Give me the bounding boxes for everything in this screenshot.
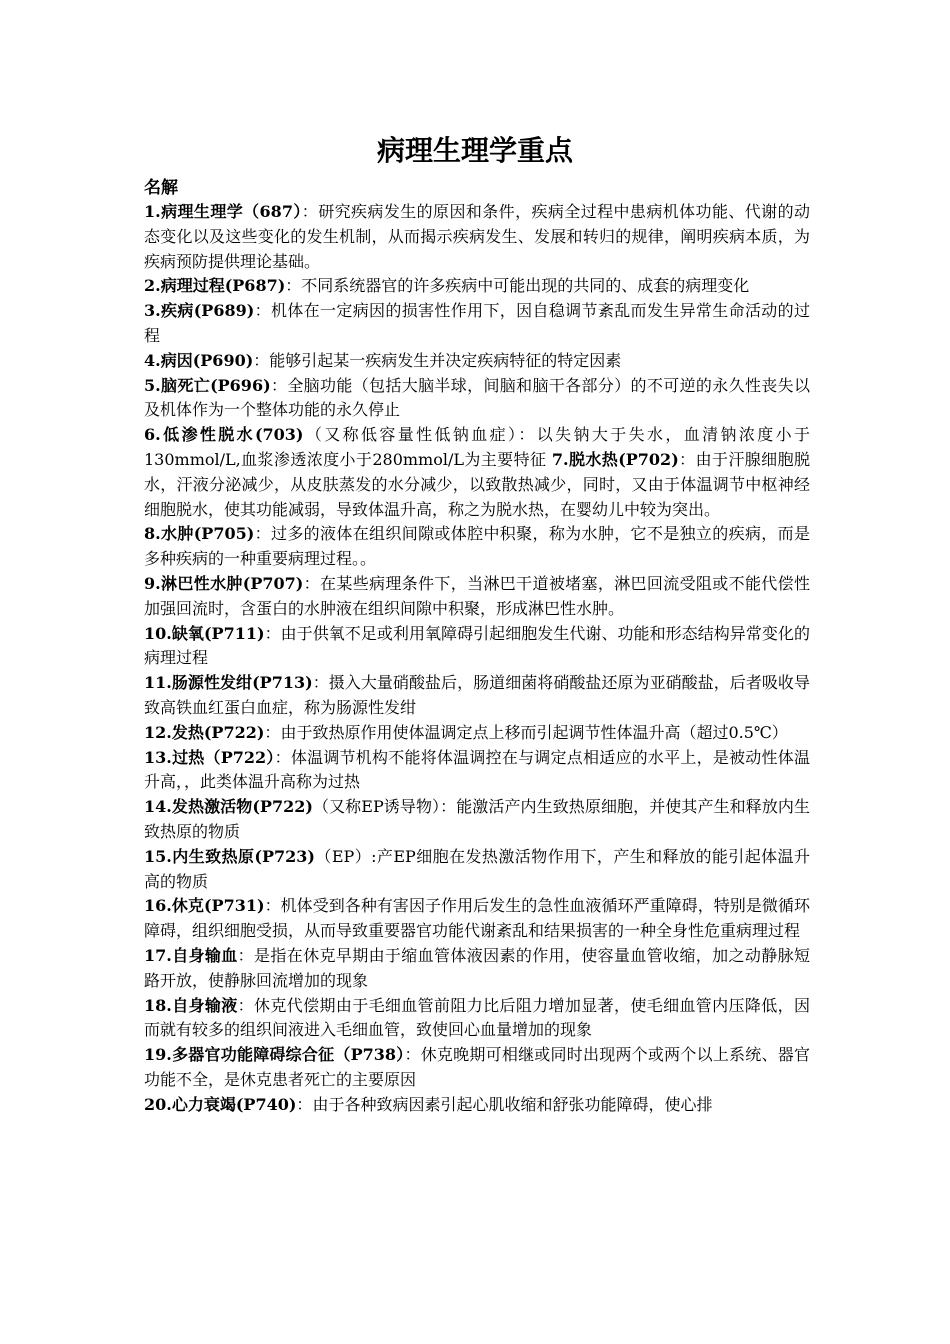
definition-separator: ： <box>678 449 696 469</box>
definition-separator: ： <box>264 722 281 742</box>
definition-term: 14.发热激活物(P722) <box>144 797 313 817</box>
definition-text: 研究疾病发生的原因和条件，疾病全过程中患病机体功能、代谢的动态变化以及这些变化的发生机制，从而揭示疾病发生、发展和转归的规律，阐明疾病本质，为疾病预防提供理论基础。 <box>144 202 810 271</box>
definition-separator: ： <box>285 276 302 296</box>
definition-item-2 <box>144 274 810 299</box>
definition-item-3 <box>144 299 810 349</box>
definition-item-1 <box>144 200 810 274</box>
definition-item-9 <box>144 572 810 622</box>
definition-text: 由于供氧不足或利用氧障碍引起细胞发生代谢、功能和形态结构异常变化的病理过程 <box>144 623 810 668</box>
definition-term: 2.病理过程(P687) <box>144 276 286 296</box>
definition-item-12 <box>144 721 810 746</box>
definition-term: 9.淋巴性水肿(P707) <box>144 573 304 593</box>
definition-text: 是指在休克早期由于缩血管体液因素的作用，使容量血管收缩，加之动静脉短路开放，使静脉回流增加的现象 <box>144 945 810 990</box>
definition-term: 13.过热（P722） <box>144 747 275 767</box>
definition-term: 17.自身输血 <box>144 945 238 965</box>
document-title: 病理生理学重点 <box>376 134 573 167</box>
definition-term: 16.休克(P731) <box>144 896 265 916</box>
definition-item-15 <box>144 845 810 895</box>
definition-text: 体温调节机构不能将体温调控在与调定点相适应的水平上，是被动性体温升高，，此类体温升高称为过热 <box>144 747 810 792</box>
definition-text: 休克代偿期由于毛细血管前阻力比后阻力增加显著，使毛细血管内压降低，因而就有较多的组织间液进入毛细血管，致使回心血量增加的现象 <box>144 995 810 1040</box>
definition-item-14 <box>144 795 810 845</box>
definition-term: 15.内生致热原(P723) <box>144 846 315 866</box>
definition-item-18 <box>144 994 810 1044</box>
definition-separator: ： <box>303 573 321 593</box>
definition-term: 7.脱水热(P702) <box>551 449 679 469</box>
definition-separator: ： <box>404 1045 421 1065</box>
definition-text: 不同系统器官的许多疾病中可能出现的共同的、成套的病理变化 <box>301 276 750 296</box>
definition-text: （又称EP诱导物）：能激活产内生致热原细胞，并使其产生和释放内生致热原的物质 <box>144 797 810 841</box>
definition-separator: ： <box>264 896 281 916</box>
definition-separator: ： <box>274 747 291 767</box>
definition-term: 1.病理生理学（687） <box>144 202 302 221</box>
definition-item-17 <box>144 944 810 994</box>
definition-text: 能够引起某一疾病发生并决定疾病特征的特定因素 <box>269 350 622 370</box>
definition-term: 11.肠源性发绀(P713) <box>144 673 313 693</box>
definition-item-10 <box>144 622 810 672</box>
definition-item-6 <box>144 423 810 522</box>
definition-item-8 <box>144 522 810 572</box>
definition-item-20 <box>144 1093 810 1118</box>
definition-text: 在某些病理条件下，当淋巴干道被堵塞，淋巴回流受阻或不能代偿性加强回流时，含蛋白的水肿液在组织间隙中积聚，形成淋巴性水肿。 <box>144 573 810 618</box>
definition-separator: ： <box>253 350 270 370</box>
definition-item-19 <box>144 1043 810 1093</box>
definition-separator: ： <box>264 623 281 643</box>
definition-separator: ： <box>270 375 288 395</box>
definition-item-4 <box>144 349 810 374</box>
definition-term: 4.病因(P690) <box>144 350 254 370</box>
definition-term: 20.心力衰竭(P740) <box>144 1094 297 1114</box>
definition-item-11 <box>144 671 810 721</box>
definition-separator: ： <box>301 202 319 221</box>
definition-separator: ： <box>296 1094 313 1114</box>
definition-text: 全脑功能（包括大脑半球，间脑和脑干各部分）的不可逆的永久性丧失以及机体作为一个整体功能的永久停止 <box>144 375 810 420</box>
definition-separator: ： <box>254 524 271 544</box>
definition-text: 摄入大量硝酸盐后，肠道细菌将硝酸盐还原为亚硝酸盐，后者吸收导致高铁血红蛋白血症，称为肠源性发绀 <box>144 673 810 717</box>
definition-text: 由于汗腺细胞脱水，汗液分泌减少，从皮肤蒸发的水分减少，以致散热减少，同时，又由于体温调节中枢神经细胞脱水，使其功能减弱，导致体温升高，称之为脱水热，在婴幼儿中较为突出。 <box>144 449 810 519</box>
definition-term: 12.发热(P722) <box>144 722 265 742</box>
definition-separator: ： <box>237 945 255 965</box>
definition-item-13 <box>144 746 810 796</box>
section-heading: 名解 <box>144 178 178 198</box>
definition-text: 机体在一定病因的损害性作用下，因自稳调节紊乱而发生异常生命活动的过程 <box>144 301 810 345</box>
definition-term: 10.缺氧(P711) <box>144 623 265 643</box>
definition-item-16 <box>144 894 810 944</box>
definition-text: 由于各种致病因素引起心肌收缩和舒张功能障碍，使心排 <box>312 1094 713 1114</box>
definition-term: 19.多器官功能障碍综合征（P738） <box>144 1045 405 1065</box>
definition-separator: ： <box>237 995 255 1015</box>
definition-text: 休克晚期可相继或同时出现两个或两个以上系统、器官功能不全，是休克患者死亡的主要原因 <box>144 1045 810 1089</box>
definition-term: 6.低渗性脱水(703) <box>144 425 304 445</box>
definition-separator: ： <box>254 301 271 321</box>
definition-text: 由于致热原作用使体温调定点上移而引起调节性体温升高（超过0.5℃） <box>280 722 788 742</box>
definition-text: （又称低容量性低钠血症）：以失钠大于失水，血清钠浓度小于130mmol/L,血浆渗透浓度小于280mmol/L为主要特征 <box>144 425 810 469</box>
definition-term: 5.脑死亡(P696) <box>144 375 271 395</box>
definition-text: 过多的液体在组织间隙或体腔中积聚，称为水肿，它不是独立的疾病，而是多种疾病的一种重要病理过程。。 <box>144 524 810 569</box>
definition-term: 8.水肿(P705) <box>144 524 255 544</box>
definition-separator: ： <box>312 673 329 693</box>
document-body <box>144 176 810 1117</box>
definition-term: 3.疾病(P689) <box>144 301 255 321</box>
definition-item-5 <box>144 374 810 424</box>
definition-text: （EP）:产EP细胞在发热激活物作用下，产生和释放的能引起体温升高的物质 <box>144 846 810 891</box>
definition-term: 18.自身输液 <box>144 995 238 1015</box>
definition-text: 机体受到各种有害因子作用后发生的急性血液循环严重障碍，特别是微循环障碍，组织细胞受损，从而导致重要器官功能代谢紊乱和结果损害的一种全身性危重病理过程 <box>144 896 810 941</box>
